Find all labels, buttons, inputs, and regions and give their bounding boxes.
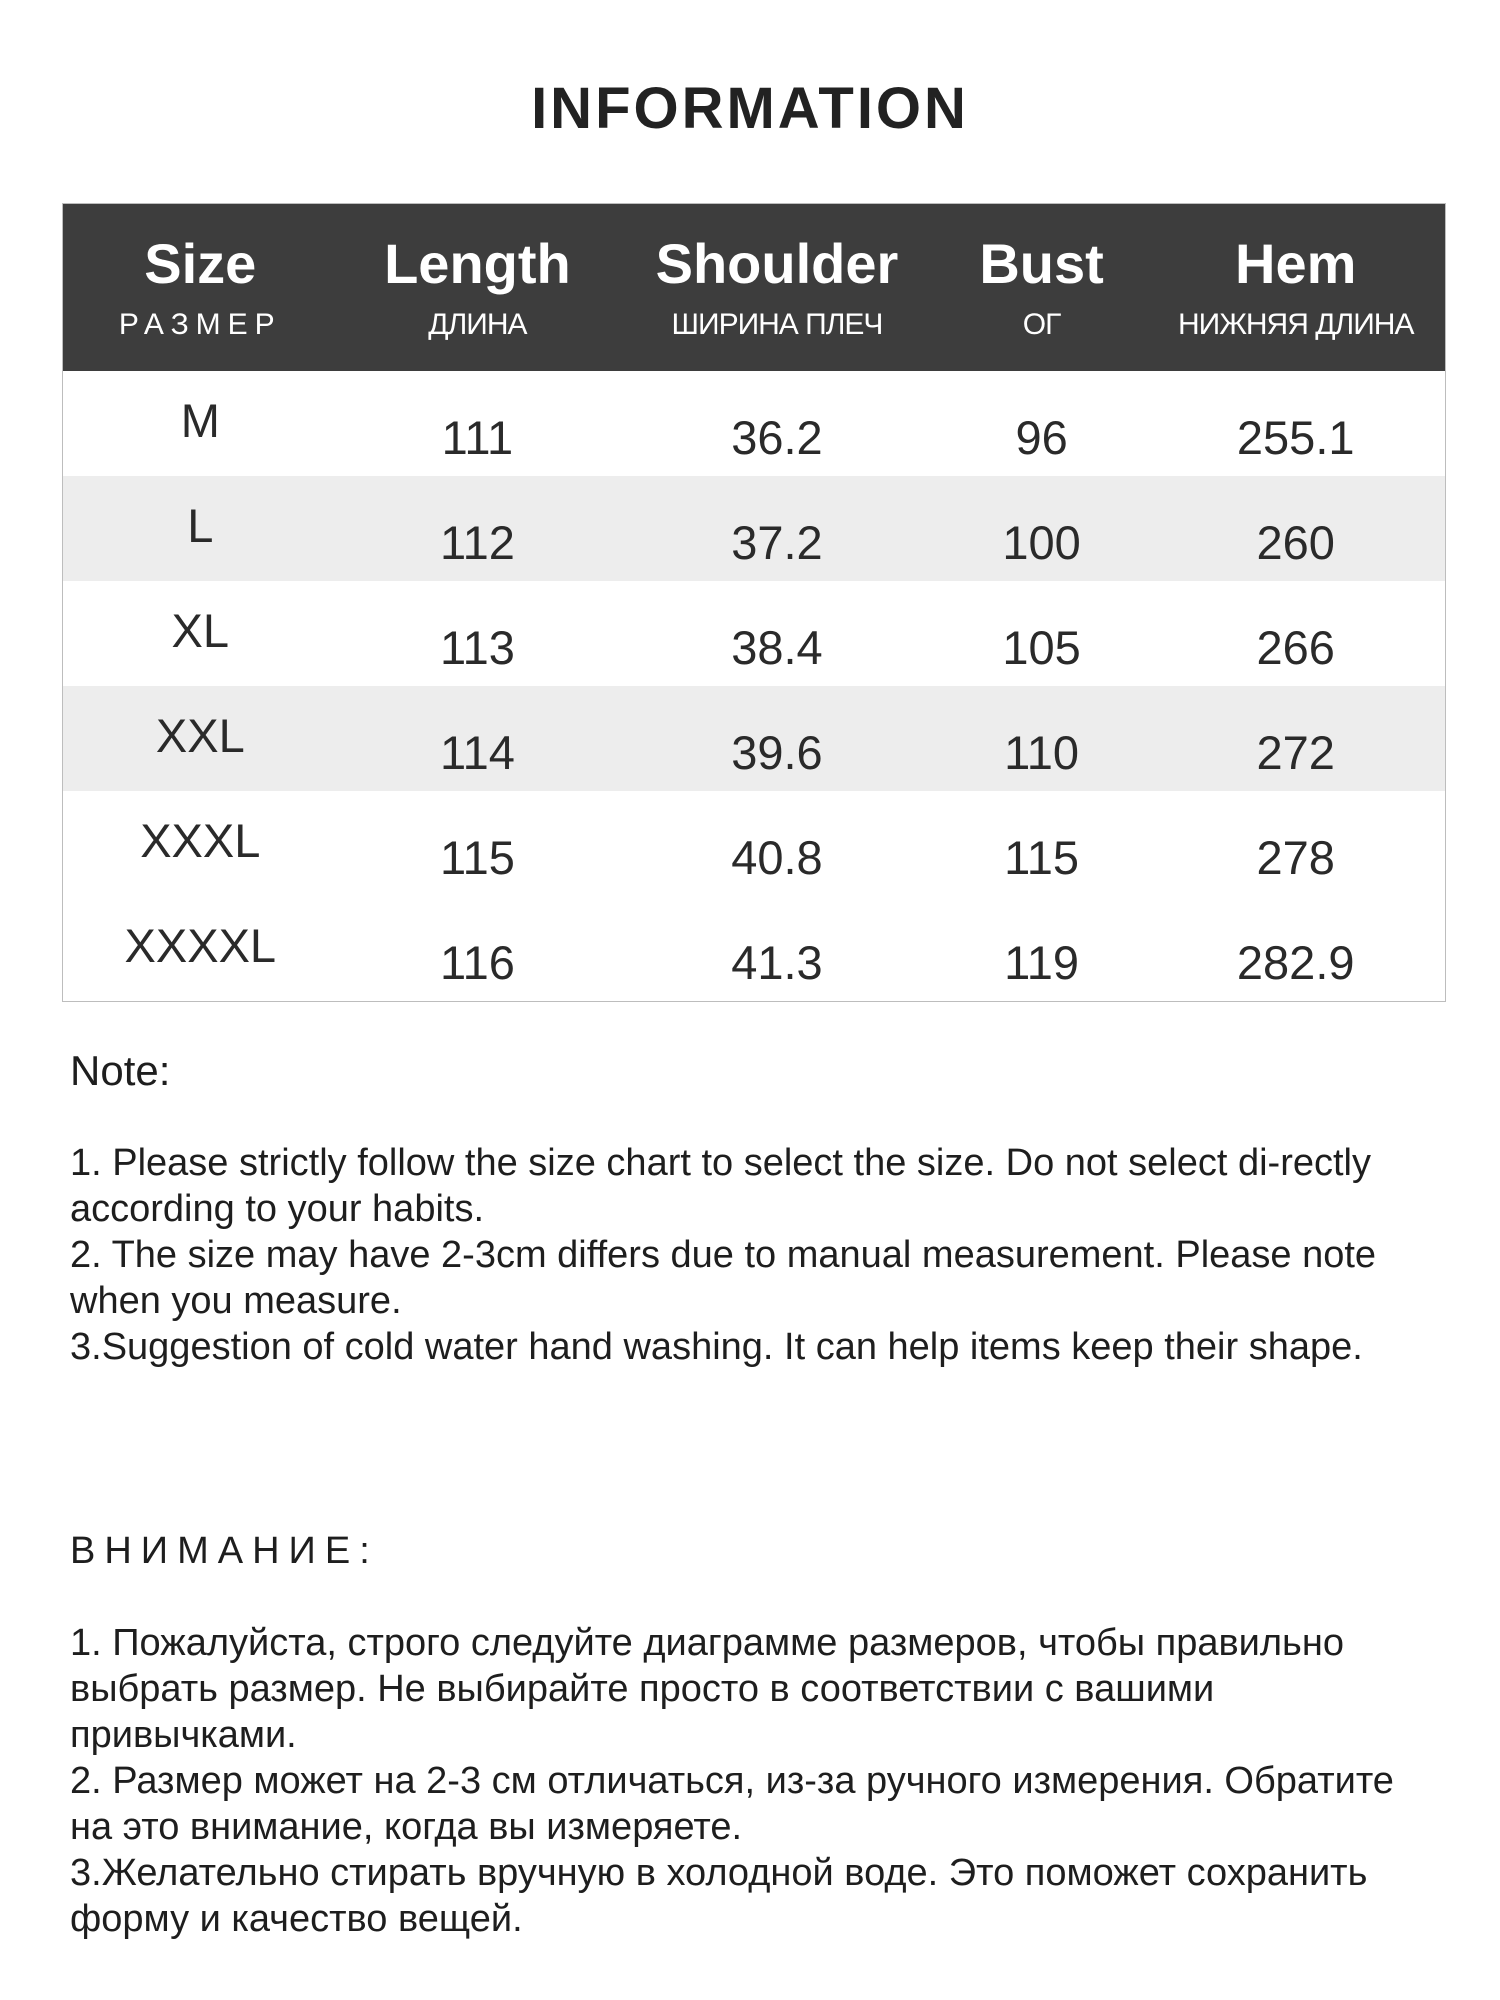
cell-hem: 255.1 [1236, 411, 1355, 464]
cell-bust: 105 [1002, 621, 1081, 674]
header-size-en: Size [144, 231, 257, 295]
note-english [70, 1048, 1440, 1370]
table-row [63, 896, 1445, 1001]
header-hem-en: Hem [1235, 231, 1357, 295]
cell-shoulder: 39.6 [731, 726, 823, 779]
note-item: 3.Желательно стирать вручную в холодной воде. Это поможет сохранить форму и качество вещей. [70, 1852, 1368, 1940]
header-bust-ru: ОГ [1022, 308, 1061, 342]
header-size [63, 204, 338, 371]
note-russian [70, 1528, 1440, 1942]
cell-shoulder: 41.3 [731, 936, 823, 989]
cell-size: XL [171, 604, 230, 657]
header-bust [937, 204, 1147, 371]
cell-size: L [187, 499, 214, 552]
size-table [62, 203, 1446, 1002]
cell-length: 112 [439, 516, 515, 569]
header-size-ru: РАЗМЕР [118, 308, 282, 342]
cell-length: 115 [439, 831, 515, 884]
cell-hem: 260 [1256, 516, 1335, 569]
cell-hem: 278 [1256, 831, 1335, 884]
cell-size: XXL [155, 709, 245, 762]
cell-length: 111 [441, 411, 514, 464]
note-item: 3.Suggestion of cold water hand washing. It can help items keep their shape. [70, 1326, 1363, 1368]
header-length-en: Length [384, 231, 571, 295]
cell-hem: 272 [1256, 726, 1335, 779]
cell-bust: 115 [1004, 831, 1080, 884]
header-length-ru: ДЛИНА [428, 308, 527, 342]
header-length [338, 204, 618, 371]
cell-size: M [180, 394, 220, 447]
cell-bust: 110 [1004, 726, 1080, 779]
header-shoulder-en: Shoulder [655, 231, 899, 295]
header-hem [1146, 204, 1445, 371]
cell-shoulder: 36.2 [731, 411, 823, 464]
cell-length: 114 [439, 726, 515, 779]
note-item: 2. The size may have 2-3cm differs due to manual measurement. Please note when you measure. [70, 1234, 1377, 1322]
cell-bust: 96 [1015, 411, 1068, 464]
cell-size: XXXL [140, 814, 261, 867]
table-row [63, 791, 1445, 896]
note-item: 2. Размер может на 2-3 см отличаться, из-за ручного измерения. Обратите на это внимание, когда вы измеряете. [70, 1760, 1394, 1848]
table-row [63, 581, 1445, 686]
cell-bust: 119 [1004, 936, 1080, 989]
page-title: INFORMATION [531, 76, 969, 141]
table-row [63, 686, 1445, 791]
note-item: 1. Пожалуйста, строго следуйте диаграмме размеров, чтобы правильно выбрать размер. Не выбирайте просто в соответствии с вашими привычками. [70, 1622, 1344, 1756]
cell-length: 116 [439, 936, 515, 989]
header-shoulder-ru: ШИРИНА ПЛЕЧ [671, 308, 883, 342]
cell-bust: 100 [1002, 516, 1081, 569]
note-heading-ru: ВНИМАНИЕ: [70, 1530, 379, 1572]
cell-shoulder: 40.8 [731, 831, 823, 884]
note-heading: Note: [70, 1047, 171, 1094]
note-item: 1. Please strictly follow the size chart to select the size. Do not select di-rectly according to your habits. [70, 1142, 1371, 1230]
cell-hem: 282.9 [1236, 936, 1355, 989]
cell-length: 113 [439, 621, 515, 674]
cell-size: XXXXL [124, 919, 277, 972]
cell-hem: 266 [1256, 621, 1335, 674]
table-row [63, 476, 1445, 581]
table-header [63, 204, 1445, 371]
table-row [63, 371, 1445, 476]
header-hem-ru: НИЖНЯЯ ДЛИНА [1177, 308, 1414, 342]
cell-shoulder: 37.2 [731, 516, 823, 569]
header-shoulder [617, 204, 937, 371]
header-bust-en: Bust [979, 231, 1104, 295]
cell-shoulder: 38.4 [731, 621, 823, 674]
